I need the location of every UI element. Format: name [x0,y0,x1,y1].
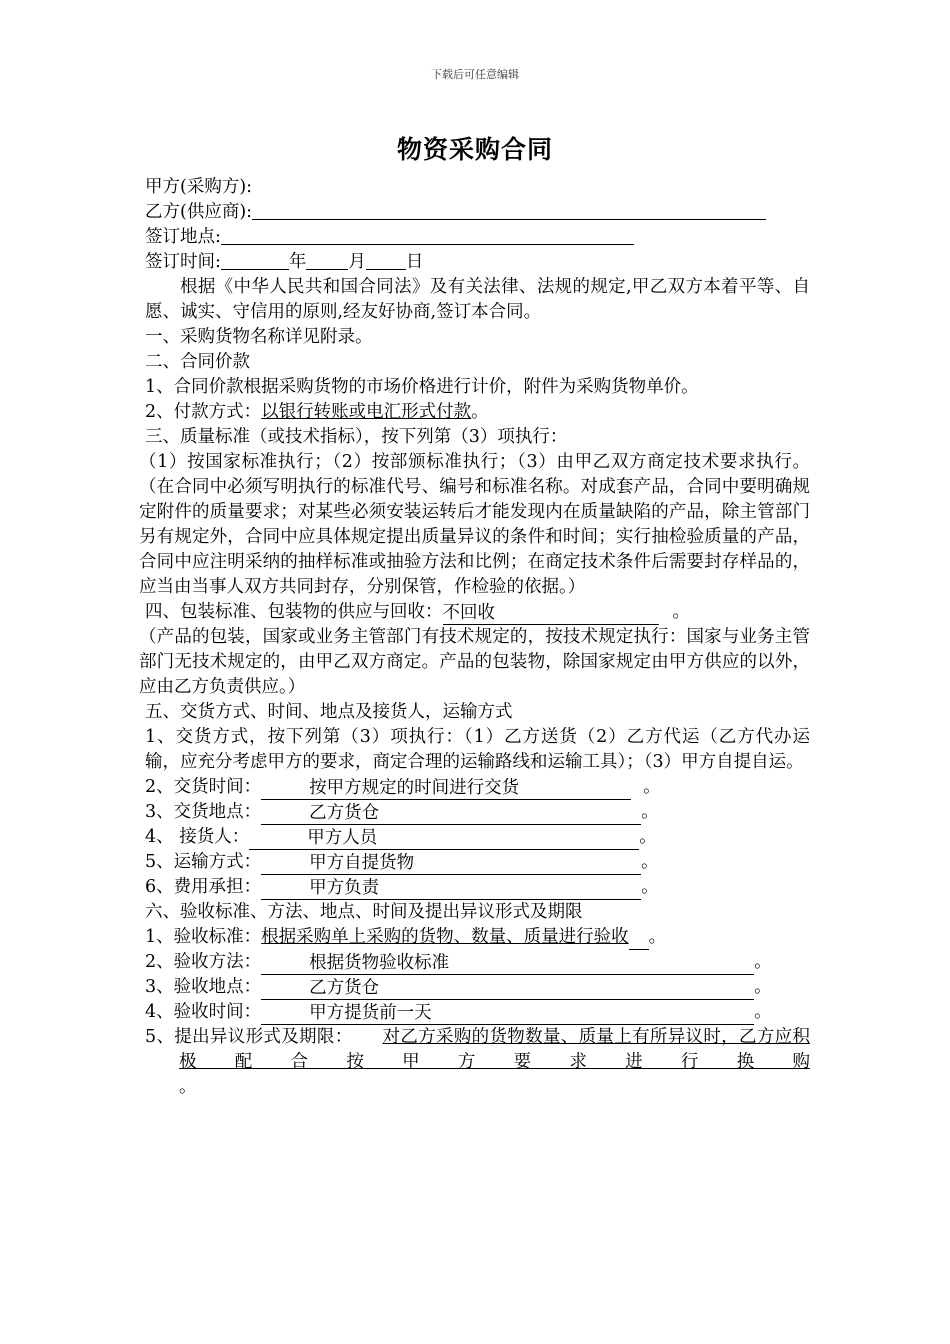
period: 。 [641,802,659,822]
inspection-standard-label: 1、验收标准： [145,927,262,947]
inspection-time-line [145,1000,810,1025]
cost-line [145,875,810,900]
objection-value: 对乙方采购的货物数量、质量上有所异议时，乙方应积极配合按甲方要求进行换购 [179,1027,810,1072]
page-title: 物资采购合同 [396,135,553,164]
section-2-item-2 [145,400,810,425]
party-a-label: 甲方(采购方): [145,177,253,197]
inspection-method-value: 根据货物验收标准 [261,952,754,975]
payment-label: 2、付款方式： [145,402,262,422]
inspection-place-label: 3、验收地点： [145,977,262,997]
objection-end: 。 [179,1077,197,1097]
packaging-label: 四、包装标准、包装物的供应与回收： [145,602,443,622]
section-4-heading [145,600,810,625]
party-b-blank [252,201,766,220]
contract-body [139,175,810,1100]
packaging-end: 。 [672,602,690,622]
delivery-time-value: 按甲方规定的时间进行交货 [261,777,631,800]
period: 。 [639,827,657,847]
payment-value: 以银行转账或电汇形式付款 [261,402,472,422]
year-blank [221,251,289,270]
inspection-place-line [145,975,810,1000]
cost-label: 6、费用承担： [145,877,262,897]
place-blank [221,226,634,245]
inspection-standard-line [145,925,810,950]
section-6-heading: 六、验收标准、方法、地点、时间及提出异议形式及期限 [145,902,583,922]
period: 。 [754,977,772,997]
inspection-method-line [145,950,810,975]
payment-end: 。 [471,402,489,422]
party-b-line [145,200,810,225]
period: 。 [754,952,772,972]
place-line [145,225,810,250]
section-1: 一、采购货物名称详见附录。 [145,327,373,347]
day-blank [366,251,406,270]
section-2-item-1: 1、合同价款根据采购货物的市场价格进行计价，附件为采购货物单价。 [145,377,699,397]
party-b-label: 乙方(供应商): [145,202,253,222]
transport-value: 甲方自提货物 [261,852,641,875]
month-blank [306,251,348,270]
section-3-body: （1）按国家标准执行；（2）按部颁标准执行；（3）由甲乙双方商定技术要求执行。（在合同中必须写明执行的标准代号、编号和标准名称。对成套产品，合同中要明确规定附件的质量要求；对某些必须安装运转后才能发现内在质量缺陷的产品，除主管部门另有规定外，合同中应具体规定提出质量异议的条件和时间；实行抽检验质量的产品，合同中应注明采纳的抽样标准或抽验方法和比例；在商定技术条件后需要封存样品的，应当由当事人双方共同封存，分别保管，作检验的依据。） [139,452,810,597]
cost-value: 甲方负责 [261,877,641,900]
section-3-heading: 三、质量标准（或技术指标），按下列第（3）项执行： [145,427,568,447]
date-label: 签订时间: [145,252,221,272]
delivery-place-label: 3、交货地点： [145,802,262,822]
delivery-place-line [145,800,810,825]
place-label: 签订地点: [145,227,221,247]
transport-line [145,850,810,875]
transport-label: 5、运输方式： [145,852,262,872]
section-4-body: （产品的包装，国家或业务主管部门有技术规定的，按技术规定执行：国家与业务主管部门无技术规定的，由甲乙双方商定。产品的包装物，除国家规定由甲方供应的以外，应由乙方负责供应。） [139,627,810,697]
delivery-time-label: 2、交货时间： [145,777,262,797]
section-5-heading: 五、交货方式、时间、地点及接货人，运输方式 [145,702,513,722]
section-5-item-1: 1、交货方式，按下列第（3）项执行：（1）乙方送货（2）乙方代运（乙方代办运输，应充分考虑甲方的要求，商定合理的运输路线和运输工具）；（3）甲方自提自运。 [145,727,810,772]
period: 。 [641,877,659,897]
objection-end-line [145,1075,810,1100]
receiver-label: 4、 接货人： [145,827,250,847]
inspection-place-value: 乙方货仓 [261,977,754,1000]
receiver-value: 甲方人员 [249,827,639,850]
delivery-place-value: 乙方货仓 [261,802,641,825]
inspection-time-label: 4、验收时间： [145,1002,262,1022]
date-year: 年 [288,252,307,272]
objection-line [145,1025,810,1075]
intro-paragraph: 根据《中华人民共和国合同法》及有关法律、法规的规定,甲乙双方本着平等、自愿、诚实、守信用的原则,经友好协商,签订本合同。 [145,277,810,322]
date-month: 月 [348,252,366,272]
inspection-time-value: 甲方提货前一天 [261,1002,754,1025]
date-day: 日 [405,252,424,272]
period: 。 [643,777,661,797]
period: 。 [648,927,667,947]
party-a-line [145,175,810,200]
date-line [145,250,810,275]
packaging-value: 不回收 [443,602,659,625]
delivery-time-line [145,775,810,800]
inspection-method-label: 2、验收方法： [145,952,262,972]
header-note: 下载后可任意编辑 [431,68,519,81]
section-2-heading: 二、合同价款 [145,352,250,372]
period: 。 [641,852,659,872]
receiver-line [145,825,810,850]
objection-label: 5、提出异议形式及期限： [145,1027,353,1047]
inspection-standard-value: 根据采购单上采购的货物、数量、质量进行验收 [261,927,629,947]
period: 。 [754,1002,772,1022]
